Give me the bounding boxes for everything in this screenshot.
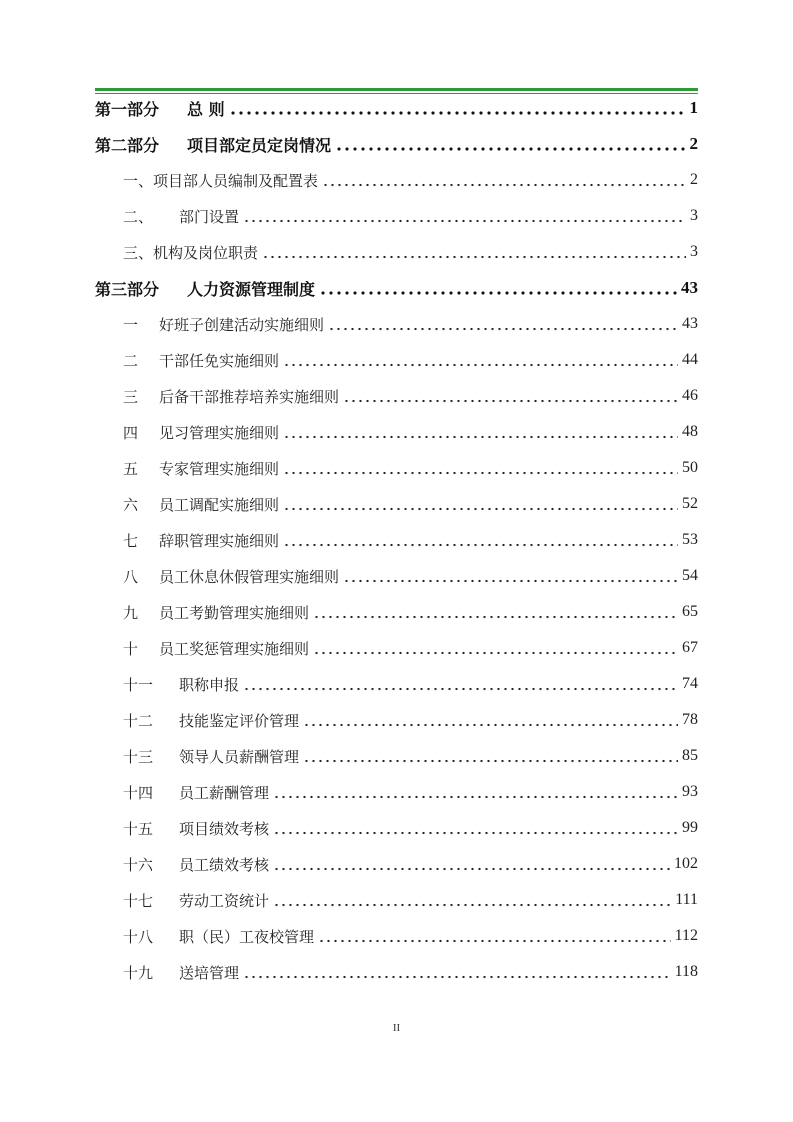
toc-leader-dots xyxy=(322,173,686,187)
toc-entry[interactable] xyxy=(95,810,698,846)
toc-entry[interactable] xyxy=(95,342,698,378)
toc-entry-page: 2 xyxy=(689,134,698,153)
toc-entry-title: 职（民）工夜校管理 xyxy=(179,927,315,946)
toc-entry-title: 部门设置 xyxy=(179,207,240,226)
toc-entry-number: 一、项目部人员编制及配置表 xyxy=(123,171,319,190)
toc-entry-number: 一 xyxy=(123,315,139,334)
toc-entry-title: 见习管理实施细则 xyxy=(159,423,280,442)
toc-entry-title: 员工绩效考核 xyxy=(179,855,270,874)
toc-entry-title: 领导人员薪酬管理 xyxy=(179,747,300,766)
toc-entry[interactable] xyxy=(95,918,698,954)
toc-entry-page: 48 xyxy=(682,423,698,440)
toc-entry-page: 93 xyxy=(682,783,698,800)
toc-entry-page: 85 xyxy=(682,747,698,764)
toc-entry-number: 十 xyxy=(123,639,139,658)
toc-entry-title: 劳动工资统计 xyxy=(179,891,270,910)
toc-entry-title: 技能鉴定评价管理 xyxy=(179,711,300,730)
toc-entry-title: 干部任免实施细则 xyxy=(159,351,280,370)
toc-entry-title: 员工薪酬管理 xyxy=(179,783,270,802)
toc-entry[interactable] xyxy=(95,954,698,990)
toc-entry-title: 专家管理实施细则 xyxy=(159,459,280,478)
toc-entry-page: 111 xyxy=(675,891,698,908)
toc-entry-page: 65 xyxy=(682,603,698,620)
toc-entry-page: 1 xyxy=(689,98,698,117)
toc-leader-dots xyxy=(262,245,686,259)
toc-entry-number: 十七 xyxy=(123,891,154,910)
toc-leader-dots xyxy=(283,425,678,439)
toc-entry-page: 112 xyxy=(674,927,698,944)
toc-entry-page: 50 xyxy=(682,459,698,476)
toc-entry[interactable] xyxy=(95,846,698,882)
toc-entry[interactable] xyxy=(95,774,698,810)
toc-entry[interactable] xyxy=(95,630,698,666)
toc-leader-dots xyxy=(303,749,678,763)
toc-entry-title: 职称申报 xyxy=(179,675,240,694)
toc-entry-title: 好班子创建活动实施细则 xyxy=(159,315,325,334)
toc-entry-page: 3 xyxy=(690,207,698,224)
toc-entry-page: 99 xyxy=(682,819,698,836)
toc-leader-dots xyxy=(313,605,678,619)
toc-entry-page: 2 xyxy=(690,171,698,188)
toc-entry[interactable] xyxy=(95,414,698,450)
toc-entry[interactable] xyxy=(95,234,698,270)
toc-leader-dots xyxy=(273,821,678,835)
toc-entry[interactable] xyxy=(95,162,698,198)
toc-entry[interactable] xyxy=(95,558,698,594)
toc-entry-page: 44 xyxy=(682,351,698,368)
toc-leader-dots xyxy=(343,569,678,583)
toc-entry-page: 46 xyxy=(682,387,698,404)
toc-entry-number: 十二 xyxy=(123,711,154,730)
toc-leader-dots xyxy=(283,353,678,367)
toc-entry-page: 3 xyxy=(690,243,698,260)
toc-entry[interactable] xyxy=(95,378,698,414)
toc-entry-number: 第一部分 xyxy=(95,99,160,119)
toc-entry-title: 人力资源管理制度 xyxy=(187,279,316,299)
toc-entry-page: 43 xyxy=(682,315,698,332)
toc-entry-page: 53 xyxy=(682,531,698,548)
toc-entry-number: 七 xyxy=(123,531,139,550)
toc-entry-page: 52 xyxy=(682,495,698,512)
toc-entry-title: 员工调配实施细则 xyxy=(159,495,280,514)
toc-entry-number: 四 xyxy=(123,423,139,442)
toc-entry-page: 102 xyxy=(674,855,698,872)
toc-entry[interactable] xyxy=(95,270,698,306)
toc-entry-number: 第三部分 xyxy=(95,279,160,299)
toc-entry-page: 43 xyxy=(681,278,698,297)
toc-entry-title: 辞职管理实施细则 xyxy=(159,531,280,550)
toc-entry-title: 员工奖惩管理实施细则 xyxy=(159,639,310,658)
toc-leader-dots xyxy=(335,137,685,151)
toc-leader-dots xyxy=(273,893,671,907)
toc-entry-page: 67 xyxy=(682,639,698,656)
toc-entry[interactable] xyxy=(95,90,698,126)
toc-entry-title: 总 则 xyxy=(187,99,225,119)
toc-entry[interactable] xyxy=(95,486,698,522)
page-number-footer: II xyxy=(392,1022,401,1034)
toc-leader-dots xyxy=(313,641,678,655)
toc-entry[interactable] xyxy=(95,702,698,738)
toc-entry-page: 54 xyxy=(682,567,698,584)
toc-leader-dots xyxy=(343,389,678,403)
toc-leader-dots xyxy=(283,461,678,475)
toc-entry-number: 十六 xyxy=(123,855,154,874)
toc-entry-number: 十九 xyxy=(123,963,154,982)
toc-entry-title: 员工考勤管理实施细则 xyxy=(159,603,310,622)
toc-leader-dots xyxy=(273,857,670,871)
toc-entry[interactable] xyxy=(95,522,698,558)
toc-entry-title: 送培管理 xyxy=(179,963,240,982)
toc-entry-title: 后备干部推荐培养实施细则 xyxy=(159,387,340,406)
toc-entry[interactable] xyxy=(95,666,698,702)
toc-leader-dots xyxy=(243,677,678,691)
toc-leader-dots xyxy=(283,497,678,511)
toc-entry-number: 十八 xyxy=(123,927,154,946)
toc-entry-page: 78 xyxy=(682,711,698,728)
toc-entry[interactable] xyxy=(95,306,698,342)
toc-leader-dots xyxy=(283,533,678,547)
toc-entry-title: 项目绩效考核 xyxy=(179,819,270,838)
toc-entry-number: 九 xyxy=(123,603,139,622)
toc-leader-dots xyxy=(303,713,678,727)
toc-entry-page: 118 xyxy=(674,963,698,980)
toc-entry-number: 三、机构及岗位职责 xyxy=(123,243,259,262)
toc-entry-number: 十三 xyxy=(123,747,154,766)
toc-entry-number: 十五 xyxy=(123,819,154,838)
toc-entry-number: 五 xyxy=(123,459,139,478)
toc-leader-dots xyxy=(319,281,677,295)
toc-entry-number: 十四 xyxy=(123,783,154,802)
toc-leader-dots xyxy=(318,929,671,943)
toc-entry-page: 74 xyxy=(682,675,698,692)
toc-entry-title: 项目部定员定岗情况 xyxy=(187,135,332,155)
toc-entry[interactable] xyxy=(95,882,698,918)
toc-entry-number: 二、 xyxy=(123,207,154,226)
toc-entry[interactable] xyxy=(95,126,698,162)
toc-entry-number: 十一 xyxy=(123,675,154,694)
toc-entry-number: 八 xyxy=(123,567,139,586)
toc-leader-dots xyxy=(243,965,671,979)
toc-leader-dots xyxy=(273,785,678,799)
toc-entry[interactable] xyxy=(95,594,698,630)
toc-entry[interactable] xyxy=(95,198,698,234)
toc-entry[interactable] xyxy=(95,450,698,486)
toc-entry-title: 员工休息休假管理实施细则 xyxy=(159,567,340,586)
toc-leader-dots xyxy=(328,317,678,331)
toc-entry-number: 第二部分 xyxy=(95,135,160,155)
toc-entry-number: 二 xyxy=(123,351,139,370)
toc-leader-dots xyxy=(229,101,686,115)
toc-entry-number: 三 xyxy=(123,387,139,406)
toc-leader-dots xyxy=(243,209,686,223)
toc-entry-number: 六 xyxy=(123,495,139,514)
toc-entry[interactable] xyxy=(95,738,698,774)
